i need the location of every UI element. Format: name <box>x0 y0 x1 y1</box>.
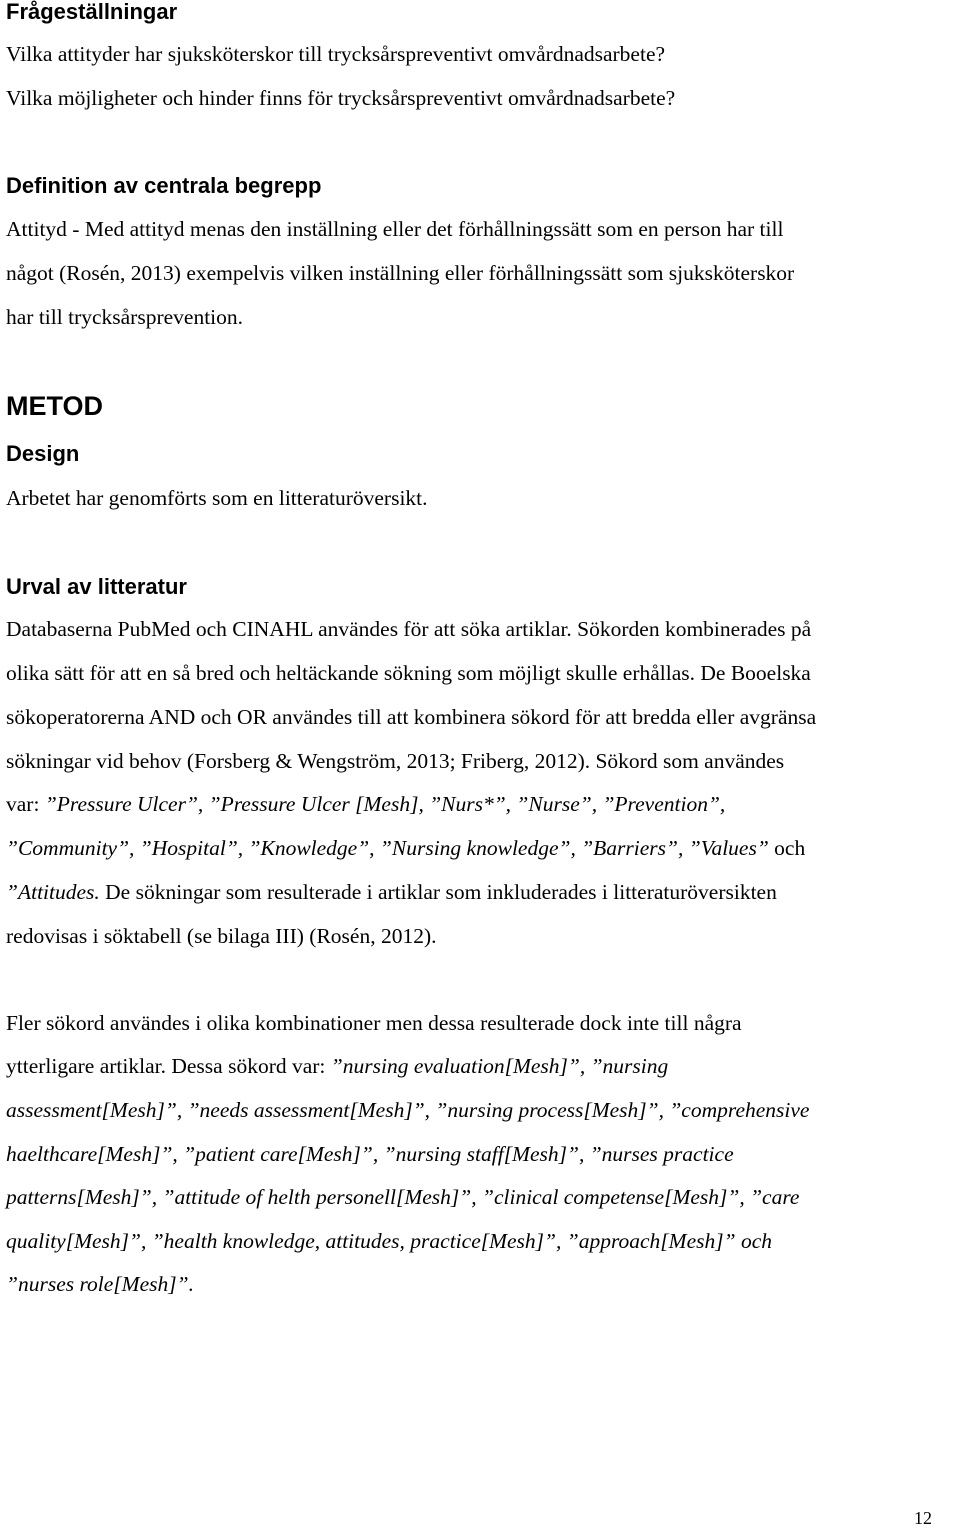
search-terms-2: ”Community”, ”Hospital”, ”Knowledge”, ”Nursing knowledge”, ”Barriers”, ”Values” <box>6 836 769 860</box>
urval-line-5 <box>6 792 725 817</box>
definition-line-1: Attityd - Med attityd menas den inställning eller det förhållningssätt som en person har till <box>6 217 784 241</box>
fler-line-7: ”nurses role[Mesh]”. <box>6 1272 194 1296</box>
page-number: 12 <box>914 1508 932 1528</box>
definition-line-3: har till trycksårsprevention. <box>6 305 244 329</box>
question-2: Vilka möjligheter och hinder finns för trycksårspreventivt omvårdnadsarbete? <box>6 86 676 110</box>
heading-fragestallningar: Frågeställningar <box>6 0 178 24</box>
fler-line-2 <box>6 1054 668 1079</box>
urval-line-7 <box>6 880 777 905</box>
definition-line-2: något (Rosén, 2013) exempelvis vilken inställning eller förhållningssätt som sjuksköterskor <box>6 261 795 285</box>
fler-line-3: assessment[Mesh]”, ”needs assessment[Mesh]”, ”nursing process[Mesh]”, ”comprehensive <box>6 1098 810 1122</box>
fler-line-4: haelthcare[Mesh]”, ”patient care[Mesh]”, ”nursing staff[Mesh]”, ”nurses practice <box>6 1142 734 1166</box>
urval-line-2: olika sätt för att en så bred och heltäckande sökning som möjligt skulle erhållas. De Booelska <box>6 661 811 685</box>
heading-definition: Definition av centrala begrepp <box>6 173 322 198</box>
fler-line-5: patterns[Mesh]”, ”attitude of helth personell[Mesh]”, ”clinical competense[Mesh]”, ”care <box>6 1185 800 1209</box>
heading-metod: METOD <box>6 391 104 421</box>
fler-line-2-text: ytterligare artiklar. Dessa sökord var: <box>6 1054 331 1078</box>
urval-line-8: redovisas i söktabell (se bilaga III) (Rosén, 2012). <box>6 924 437 948</box>
search-terms-1: ”Pressure Ulcer”, ”Pressure Ulcer [Mesh], ”Nurs*”, ”Nurse”, ”Prevention”, <box>44 792 726 816</box>
question-1: Vilka attityder har sjuksköterskor till trycksårspreventivt omvårdnadsarbete? <box>6 42 666 66</box>
urval-line-3: sökoperatorerna AND och OR användes till att kombinera sökord för att bredda eller avgränsa <box>6 705 817 729</box>
design-text: Arbetet har genomförts som en litteraturöversikt. <box>6 486 428 510</box>
urval-line-1: Databaserna PubMed och CINAHL användes för att söka artiklar. Sökorden kombinerades på <box>6 617 812 641</box>
fler-line-6: quality[Mesh]”, ”health knowledge, attitudes, practice[Mesh]”, ”approach[Mesh]” och <box>6 1229 772 1253</box>
urval-line-4: sökningar vid behov (Forsberg & Wengström, 2013; Friberg, 2012). Sökord som användes <box>6 749 785 773</box>
search-terms-3: ”Attitudes. <box>6 880 100 904</box>
fler-line-1: Fler sökord användes i olika kombinationer men dessa resulterade dock inte till några <box>6 1011 742 1035</box>
heading-urval: Urval av litteratur <box>6 574 187 599</box>
extra-terms-1: ”nursing evaluation[Mesh]”, ”nursing <box>330 1054 669 1078</box>
heading-design: Design <box>6 441 80 466</box>
urval-line-5-prefix: var: <box>6 792 45 816</box>
urval-line-6 <box>6 836 805 861</box>
urval-line-6-suffix: och <box>768 836 806 860</box>
urval-line-7-text: De sökningar som resulterade i artiklar som inkluderades i litteraturöversikten <box>99 880 777 904</box>
